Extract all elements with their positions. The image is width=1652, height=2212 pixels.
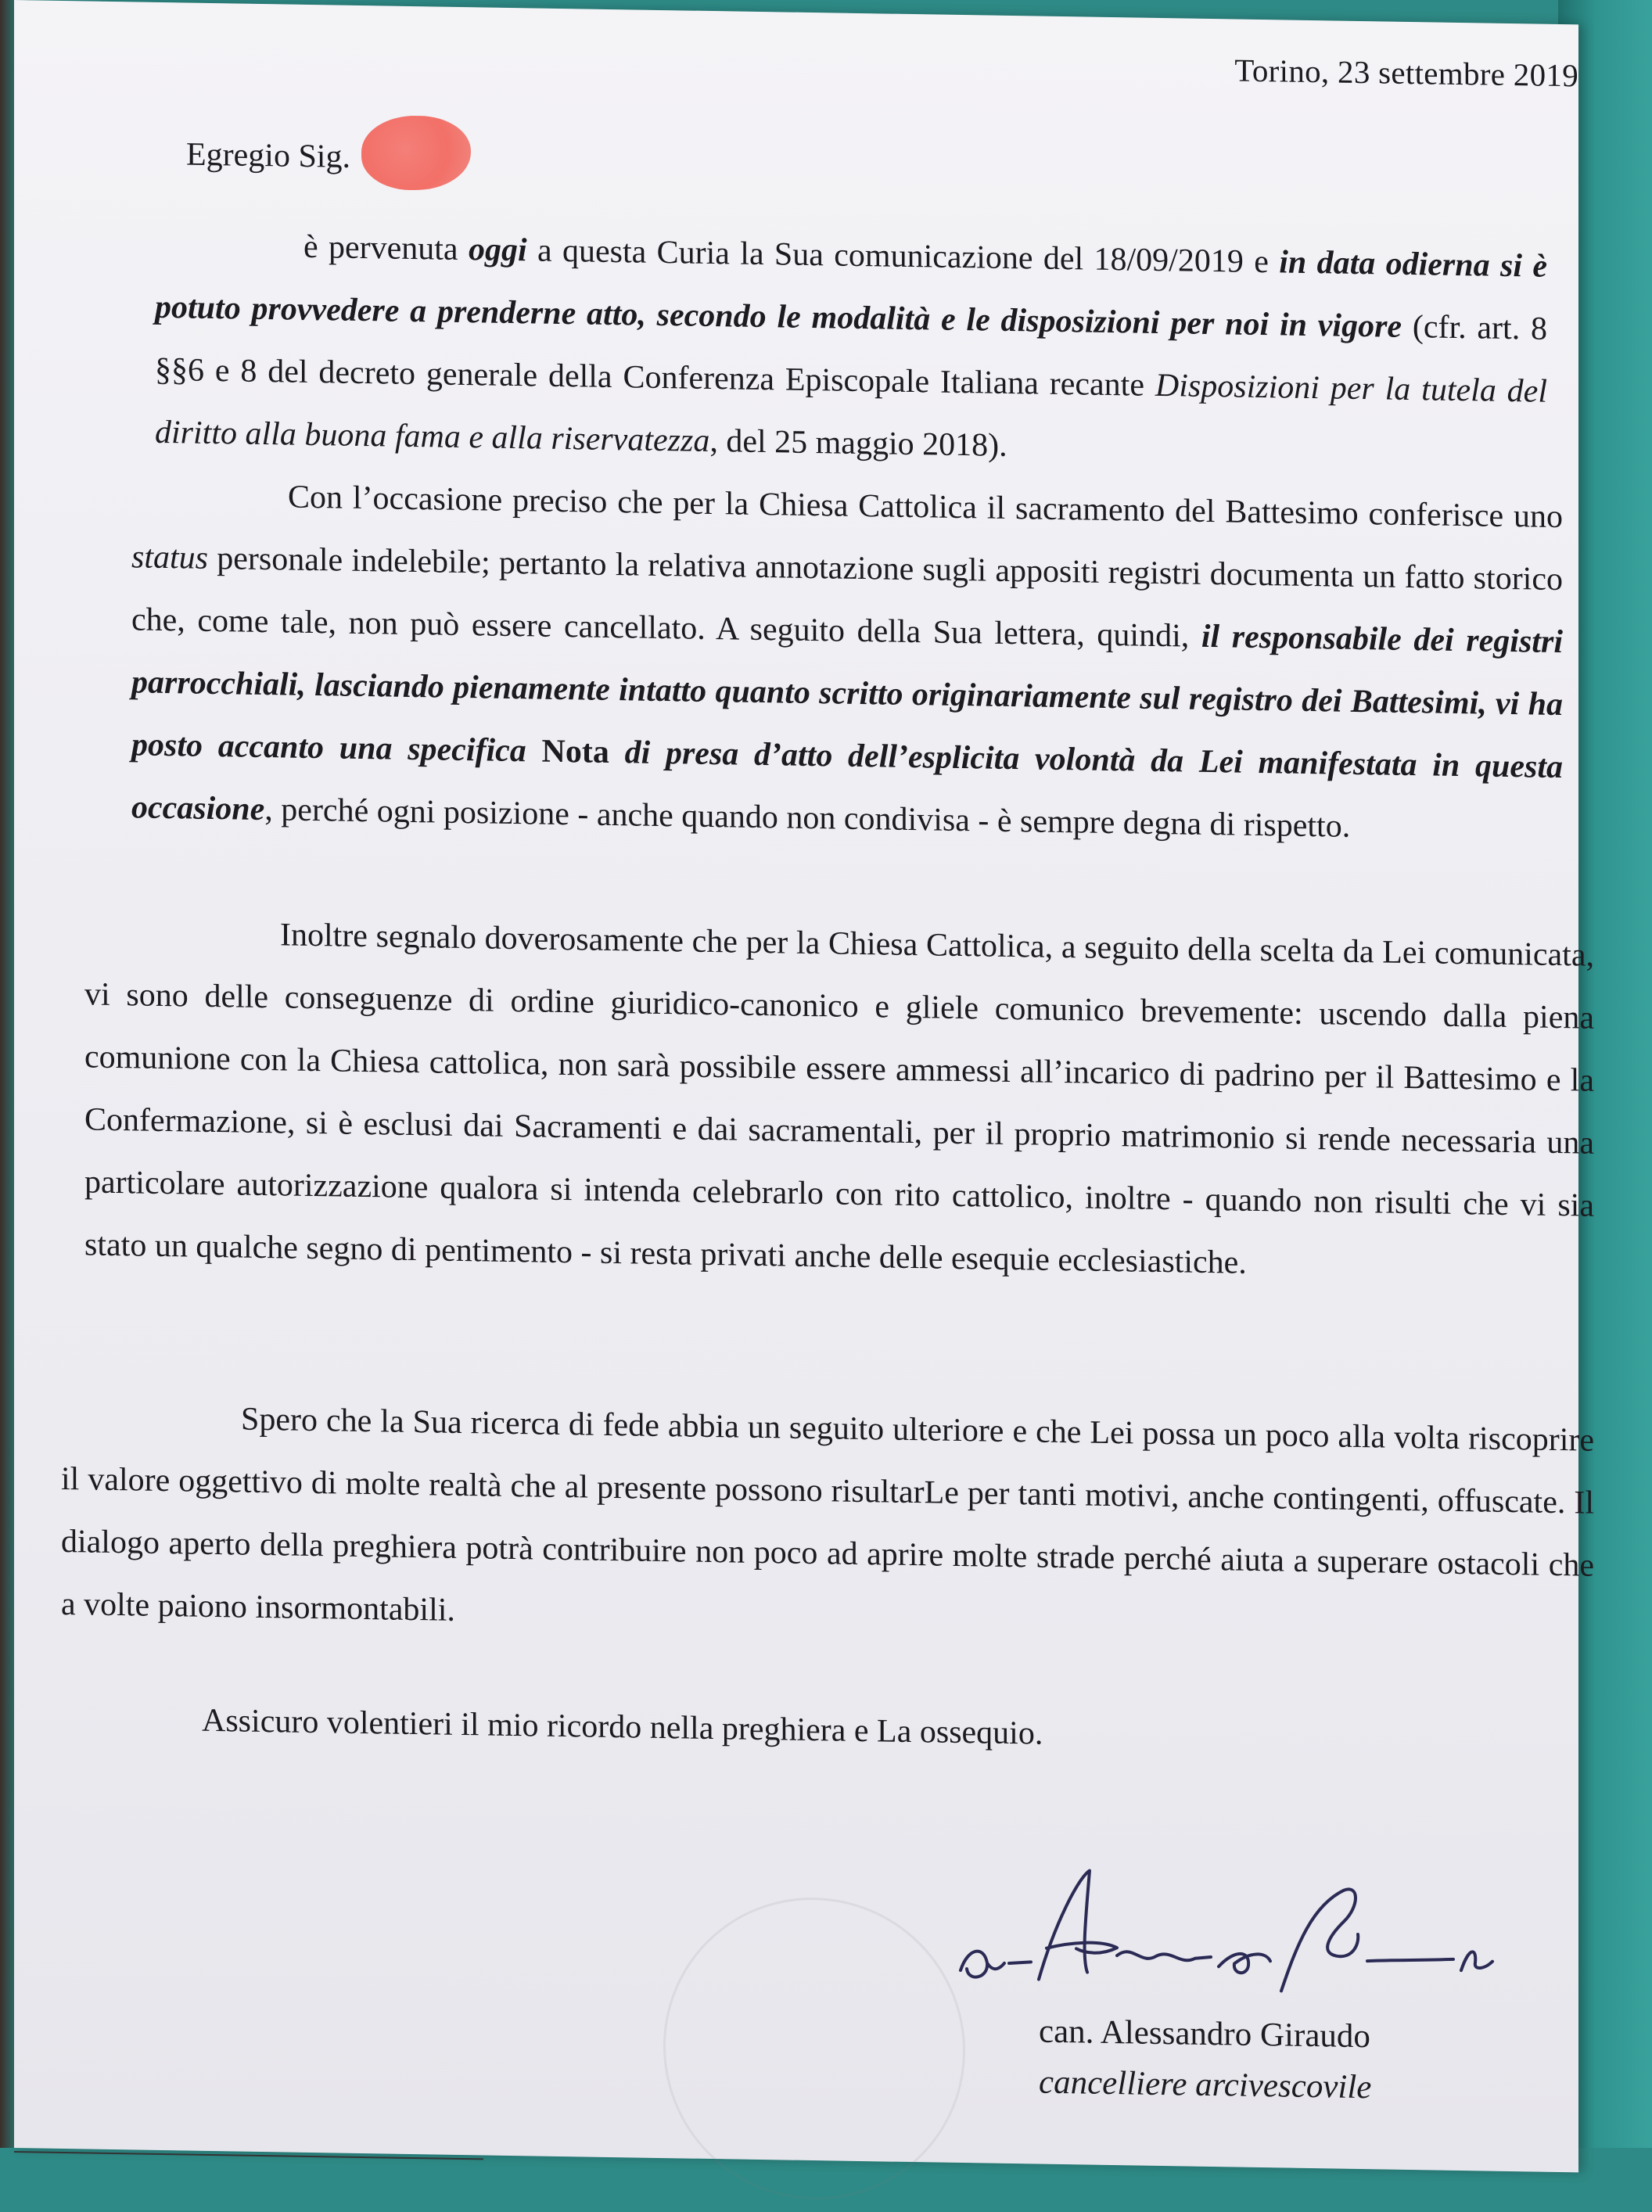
handwritten-signature <box>953 1853 1516 2018</box>
p1-text-1: è pervenuta <box>303 228 469 268</box>
salutation-text: Egregio Sig. <box>186 136 350 175</box>
p2-text-1: Con l’occasione preciso che per la Chiesa Cattolica il sacramento del Battesimo conferisce uno <box>288 479 1563 536</box>
p2-text-3: , perché ogni posizione - anche quando non condivisa - è sempre degna di rispetto. <box>264 792 1351 845</box>
closing-line: Assicuro volentieri il mio ricordo nella preghiera e La ossequio. <box>202 1702 1043 1752</box>
p2-emph-presa: di presa d’atto dell’esplicita volontà da Lei manifestata in questa occasione <box>131 734 1563 828</box>
signer-name: can. Alessandro Giraudo <box>1039 2013 1370 2056</box>
salutation <box>186 127 471 191</box>
letter-paper <box>14 0 1594 2172</box>
p1-emph-provision: in data odierna si è potuto provvedere a prenderne atto, secondo le modalità e le disposizioni per noi in vigore <box>155 244 1547 345</box>
letter-date: Torino, 23 settembre 2019 <box>1234 52 1578 94</box>
letter-body <box>61 24 1594 2106</box>
p1-text-2: a questa Curia la Sua comunicazione del 18/09/2019 e <box>526 232 1280 281</box>
signer-role: cancelliere arcivescovile <box>1039 2063 1372 2106</box>
redaction-mark <box>361 115 471 191</box>
p1-decree-title: Disposizioni per la tutela del diritto alla buona fama e alla riservatezza <box>155 367 1547 459</box>
p1-text-4: , del 25 maggio 2018). <box>709 422 1007 464</box>
p2-emph-registry: il responsabile dei registri parrocchiali, lasciando pienamente intatto quanto scritto originariamente sul registro dei Battesimi, vi ha posto accanto una specifica <box>131 618 1563 770</box>
p1-text-3: (cfr. art. 8 §§6 e 8 del decreto generale della Conferenza Episcopale Italiana recante <box>155 308 1547 404</box>
faint-stamp <box>663 1895 965 2202</box>
footer-rule <box>14 2151 483 2160</box>
paragraph-2 <box>131 463 1563 861</box>
p2-emph-status: status <box>131 539 209 576</box>
paragraph-3: Inoltre segnalo doverosamente che per la Chiesa Cattolica, a seguito della scelta da Lei comunicata, vi sono delle conseguenze di ordine giuridico-canonico e gliele comunico brevemente: uscendo dalla piena comunione con la Chiesa cattolica, non sarà possibile essere ammessi all’incarico di padrino per il Battesimo e la Confermazione, si è esclusi dai Sacramenti e dai sacramentali, per il proprio matrimonio si rende necessaria una particolare autorizzazione qualora si intenda celebrarlo con rito cattolico, inoltre - quando non risulti che vi sia stato un qualche segno di pentimento - si resta privati anche delle esequie ecclesiastiche. <box>84 917 1594 1281</box>
p1-emph-oggi: oggi <box>468 232 527 269</box>
p2-text-2: personale indelebile; pertanto la relativa annotazione sugli appositi registri documenta un fatto storico che, come tale, non può essere cancellato. A seguito della Sua lettera, quindi, <box>131 540 1563 655</box>
p2-emph-nota: Nota <box>541 733 609 770</box>
paragraph-1 <box>155 214 1547 486</box>
paragraph-4: Spero che la Sua ricerca di fede abbia un seguito ulteriore e che Lei possa un poco alla volta riscoprire il valore oggettivo di molte realtà che al presente possono risultarLe per tanti motivi, anche contingenti, offuscate. Il dialogo aperto della preghiera potrà contribuire non poco ad aprire molte strade perché aiuta a superare ostacoli che a volte paiono insormontabili. <box>61 1401 1594 1628</box>
